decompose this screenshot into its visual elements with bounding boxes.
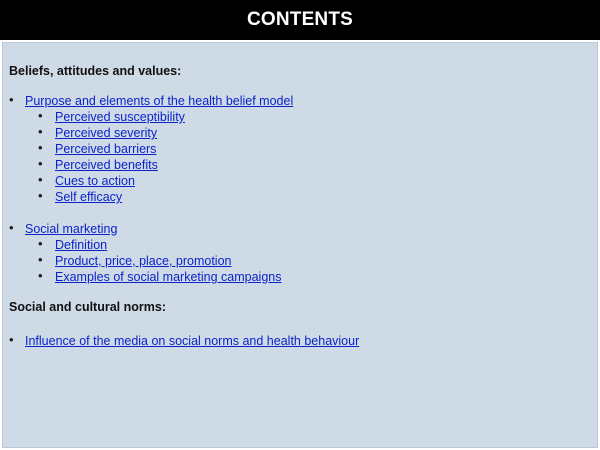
list-item	[55, 173, 135, 189]
link-perceived-barriers[interactable]: Perceived barriers	[55, 142, 157, 156]
link-perceived-benefits[interactable]: Perceived benefits	[55, 158, 158, 172]
link-social-marketing-examples[interactable]: Examples of social marketing campaigns	[55, 270, 282, 284]
section-heading-beliefs: Beliefs, attitudes and values:	[9, 64, 182, 78]
page-title: CONTENTS	[246, 9, 354, 30]
link-cues-to-action[interactable]: Cues to action	[55, 174, 135, 188]
link-perceived-susceptibility[interactable]: Perceived susceptibility	[55, 110, 185, 124]
bullet-icon: •	[9, 332, 14, 347]
bullet-icon: •	[38, 252, 43, 267]
link-definition[interactable]: Definition	[55, 238, 108, 252]
section-heading-norms: Social and cultural norms:	[9, 300, 166, 314]
bullet-icon: •	[38, 236, 43, 251]
link-social-marketing[interactable]: Social marketing	[25, 222, 118, 236]
bullet-icon: •	[9, 220, 14, 235]
list-item	[55, 141, 156, 157]
bullet-icon: •	[38, 156, 43, 171]
list-item	[55, 253, 231, 269]
list-item	[55, 189, 122, 205]
bullet-icon: •	[38, 188, 43, 203]
list-item	[25, 333, 359, 349]
list-item	[25, 93, 293, 109]
link-four-ps[interactable]: Product, price, place, promotion	[55, 254, 232, 268]
bullet-icon: •	[38, 124, 43, 139]
list-item	[55, 157, 158, 173]
list-item	[55, 109, 185, 125]
bullet-icon: •	[38, 140, 43, 155]
link-self-efficacy[interactable]: Self efficacy	[55, 190, 123, 204]
list-item	[55, 125, 157, 141]
link-perceived-severity[interactable]: Perceived severity	[55, 126, 158, 140]
bullet-icon: •	[38, 268, 43, 283]
header-bar	[0, 0, 600, 40]
list-item	[55, 237, 107, 253]
bullet-icon: •	[9, 92, 14, 107]
bullet-icon: •	[38, 172, 43, 187]
contents-panel	[2, 42, 598, 448]
list-item	[55, 269, 282, 285]
bullet-icon: •	[38, 108, 43, 123]
link-media-influence[interactable]: Influence of the media on social norms and health behaviour	[25, 334, 360, 348]
link-health-belief-model[interactable]: Purpose and elements of the health belief model	[25, 94, 294, 108]
list-item	[25, 221, 117, 237]
